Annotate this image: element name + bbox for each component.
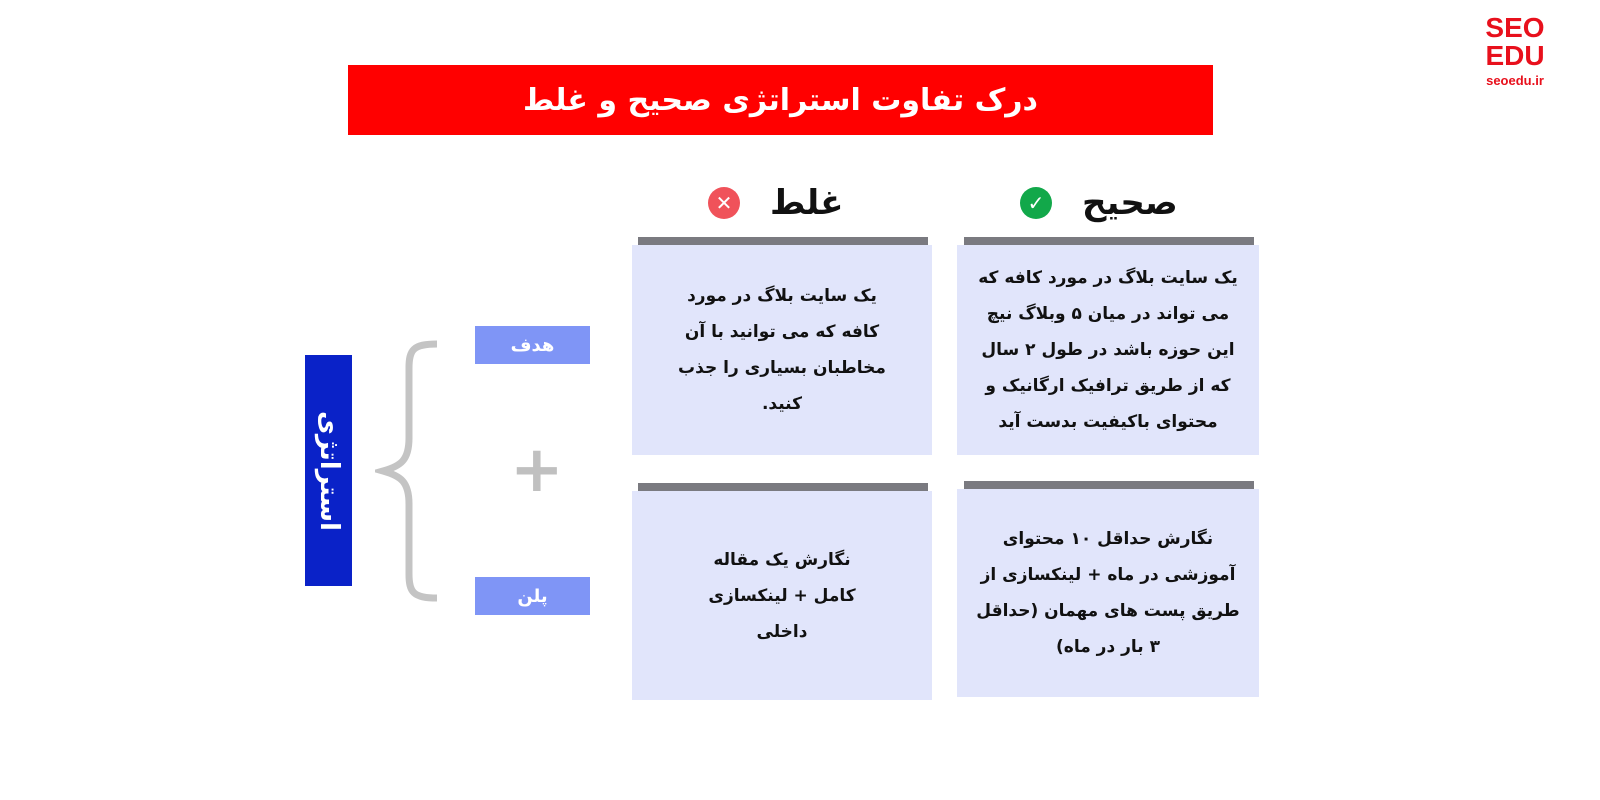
plan-wrong-cell <box>632 491 932 700</box>
logo-line-2: EDU <box>1485 40 1545 71</box>
divider <box>638 237 928 245</box>
x-circle-icon: ✕ <box>708 187 740 219</box>
plus-icon: + <box>510 433 564 507</box>
divider <box>964 237 1254 245</box>
plan-label: پلن <box>475 577 590 615</box>
cell-text: نگارش یک مقاله کامل + لینکسازی داخلی <box>708 549 856 642</box>
plan-correct-cell <box>957 489 1259 697</box>
strategy-text: استراتژی <box>313 410 344 531</box>
seoedu-logo <box>1470 14 1560 87</box>
cell-text: یک سایت بلاگ در مورد کافه که می توانید با آن مخاطبان بسیاری را جذب کنید. <box>678 286 886 414</box>
goal-label: هدف <box>475 326 590 364</box>
divider <box>638 483 928 491</box>
correct-label: صحیح <box>1082 183 1178 223</box>
wrong-label: غلط <box>770 183 844 223</box>
logo-line-1: SEO <box>1485 12 1545 43</box>
page-title: درک تفاوت استراتژی صحیح و غلط <box>348 65 1213 135</box>
curly-brace-icon <box>375 338 445 604</box>
column-header-wrong <box>708 178 844 228</box>
divider <box>964 481 1254 489</box>
cell-text: نگارش حداقل ۱۰ محتوای آموزشی در ماه + لینکسازی از طریق پست های مهمان (حداقل ۳ بار در ماه) <box>976 529 1240 657</box>
goal-wrong-cell <box>632 245 932 455</box>
column-header-correct <box>1020 178 1178 228</box>
logo-url: seoedu.ir <box>1486 73 1544 88</box>
check-circle-icon: ✓ <box>1020 187 1052 219</box>
goal-correct-cell <box>957 245 1259 455</box>
strategy-label <box>305 355 352 586</box>
cell-text: یک سایت بلاگ در مورد کافه که می تواند در میان ۵ وبلاگ نیچ این حوزه باشد در طول ۲ سال که از طریق ترافیک ارگانیک و محتوای باکیفیت بدست آید <box>978 268 1238 432</box>
